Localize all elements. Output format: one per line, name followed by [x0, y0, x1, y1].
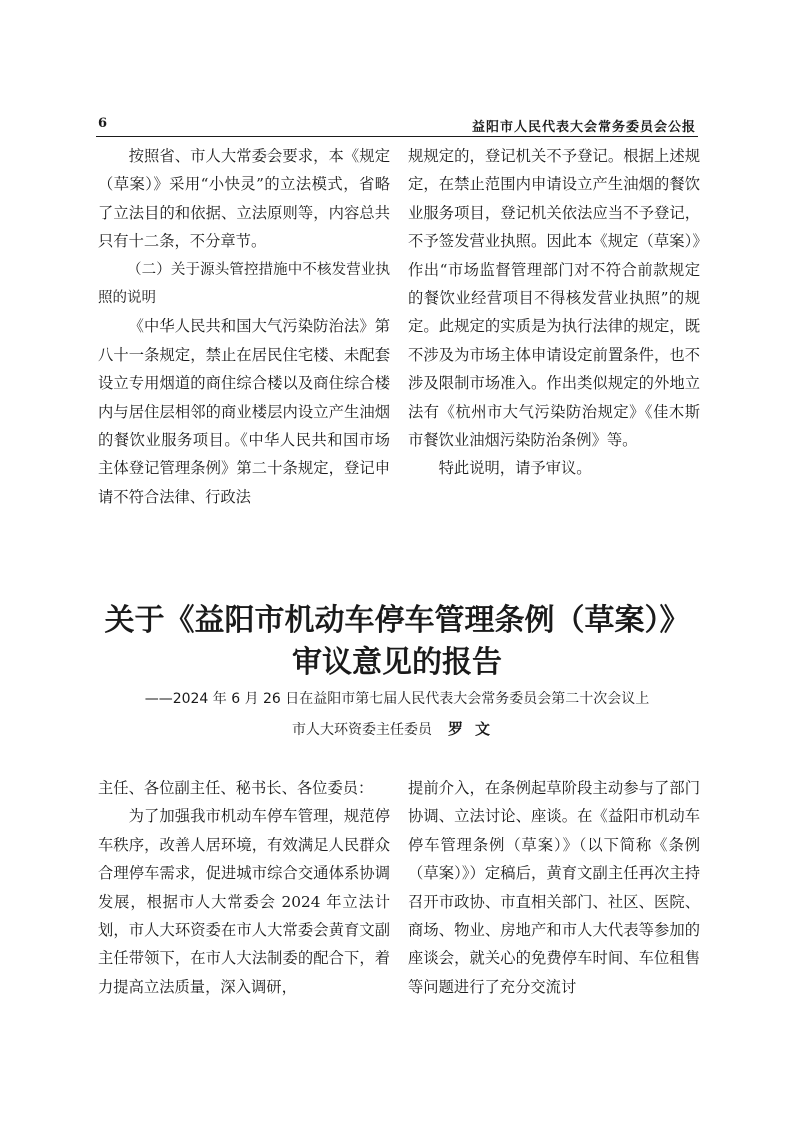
upper-right-column [408, 142, 700, 483]
meeting-line: ——2024 年 6 月 26 日在益阳市第七届人民代表大会常务委员会第二十次会议上 [144, 691, 650, 707]
paragraph: 提前介入，在条例起草阶段主动参与了部门协调、立法讨论、座谈。在《益阳市机动车停车管理条例（草案）》（以下简称《条例（草案）》）定稿后，黄育文副主任再次主持召开市政协、市直相关部门、社区、医院、商场、物业、房地产和市人大代表等参加的座谈会，就关心的免费停车时间、车位租售等问题进行了充分交流讨 [408, 779, 700, 996]
author-name: 罗文 [447, 720, 502, 738]
section-subheading: （二）关于源头管控措施中不核发营业执照的说明 [98, 261, 390, 307]
paragraph: 规规定的，登记机关不予登记。根据上述规定，在禁止范围内申请设立产生油烟的餐饮业服务项目，登记机关依法应当不予登记，不予签发营业执照。因此本《规定（草案）》作出“市场监督管理部门对不符合前款规定的餐饮业经营项目不得核发营业执照”的规定。此规定的实质是为执行法律的规定，既不涉及为市场主体申请设定前置条件，也不涉及限制市场准入。作出类似规定的外地立法有《杭州市大气污染防治规定》《佳木斯市餐饮业油烟污染防治条例》等。 [408, 147, 700, 450]
paragraph: 按照省、市人大常委会要求，本《规定（草案）》采用“小快灵”的立法模式，省略了立法目的和依据、立法原则等，内容总共只有十二条，不分章节。 [98, 147, 390, 251]
salutation: 主任、各位副主任、秘书长、各位委员： [98, 779, 374, 797]
paragraph: 《中华人民共和国大气污染防治法》第八十一条规定，禁止在居民住宅楼、未配套设立专用烟道的商住综合楼以及商住综合楼内与居住层相邻的商业楼层内设立产生油烟的餐饮业服务项目。《中华人民共和国市场主体登记管理条例》第二十条规定，登记申请不符合法律、行政法 [98, 317, 390, 506]
article-title-line2: 审议意见的报告 [292, 645, 502, 680]
header-rule [96, 136, 698, 137]
closing-paragraph: 特此说明，请予审议。 [438, 459, 592, 478]
paragraph: 为了加强我市机动车停车管理，规范停车秩序，改善人居环境，有效满足人民群众合理停车需求，促进城市综合交通体系协调发展，根据市人大常委会 2024 年立法计划，市人大环资委在市人大常委会黄育文副主任带领下，在市人大法制委的配合下，着力提高立法质量，深入调研， [98, 807, 390, 996]
author-title: 市人大环资委主任委员 [291, 722, 432, 738]
lower-right-column [408, 774, 700, 1001]
author-line [60, 718, 734, 739]
upper-left-column [98, 142, 390, 511]
page-number: 6 [98, 116, 108, 131]
lower-left-column [98, 774, 390, 1001]
article-title-line1: 关于《益阳市机动车停车管理条例（草案）》 [104, 603, 690, 638]
journal-name: 益阳市人民代表大会常务委员会公报 [471, 120, 696, 135]
